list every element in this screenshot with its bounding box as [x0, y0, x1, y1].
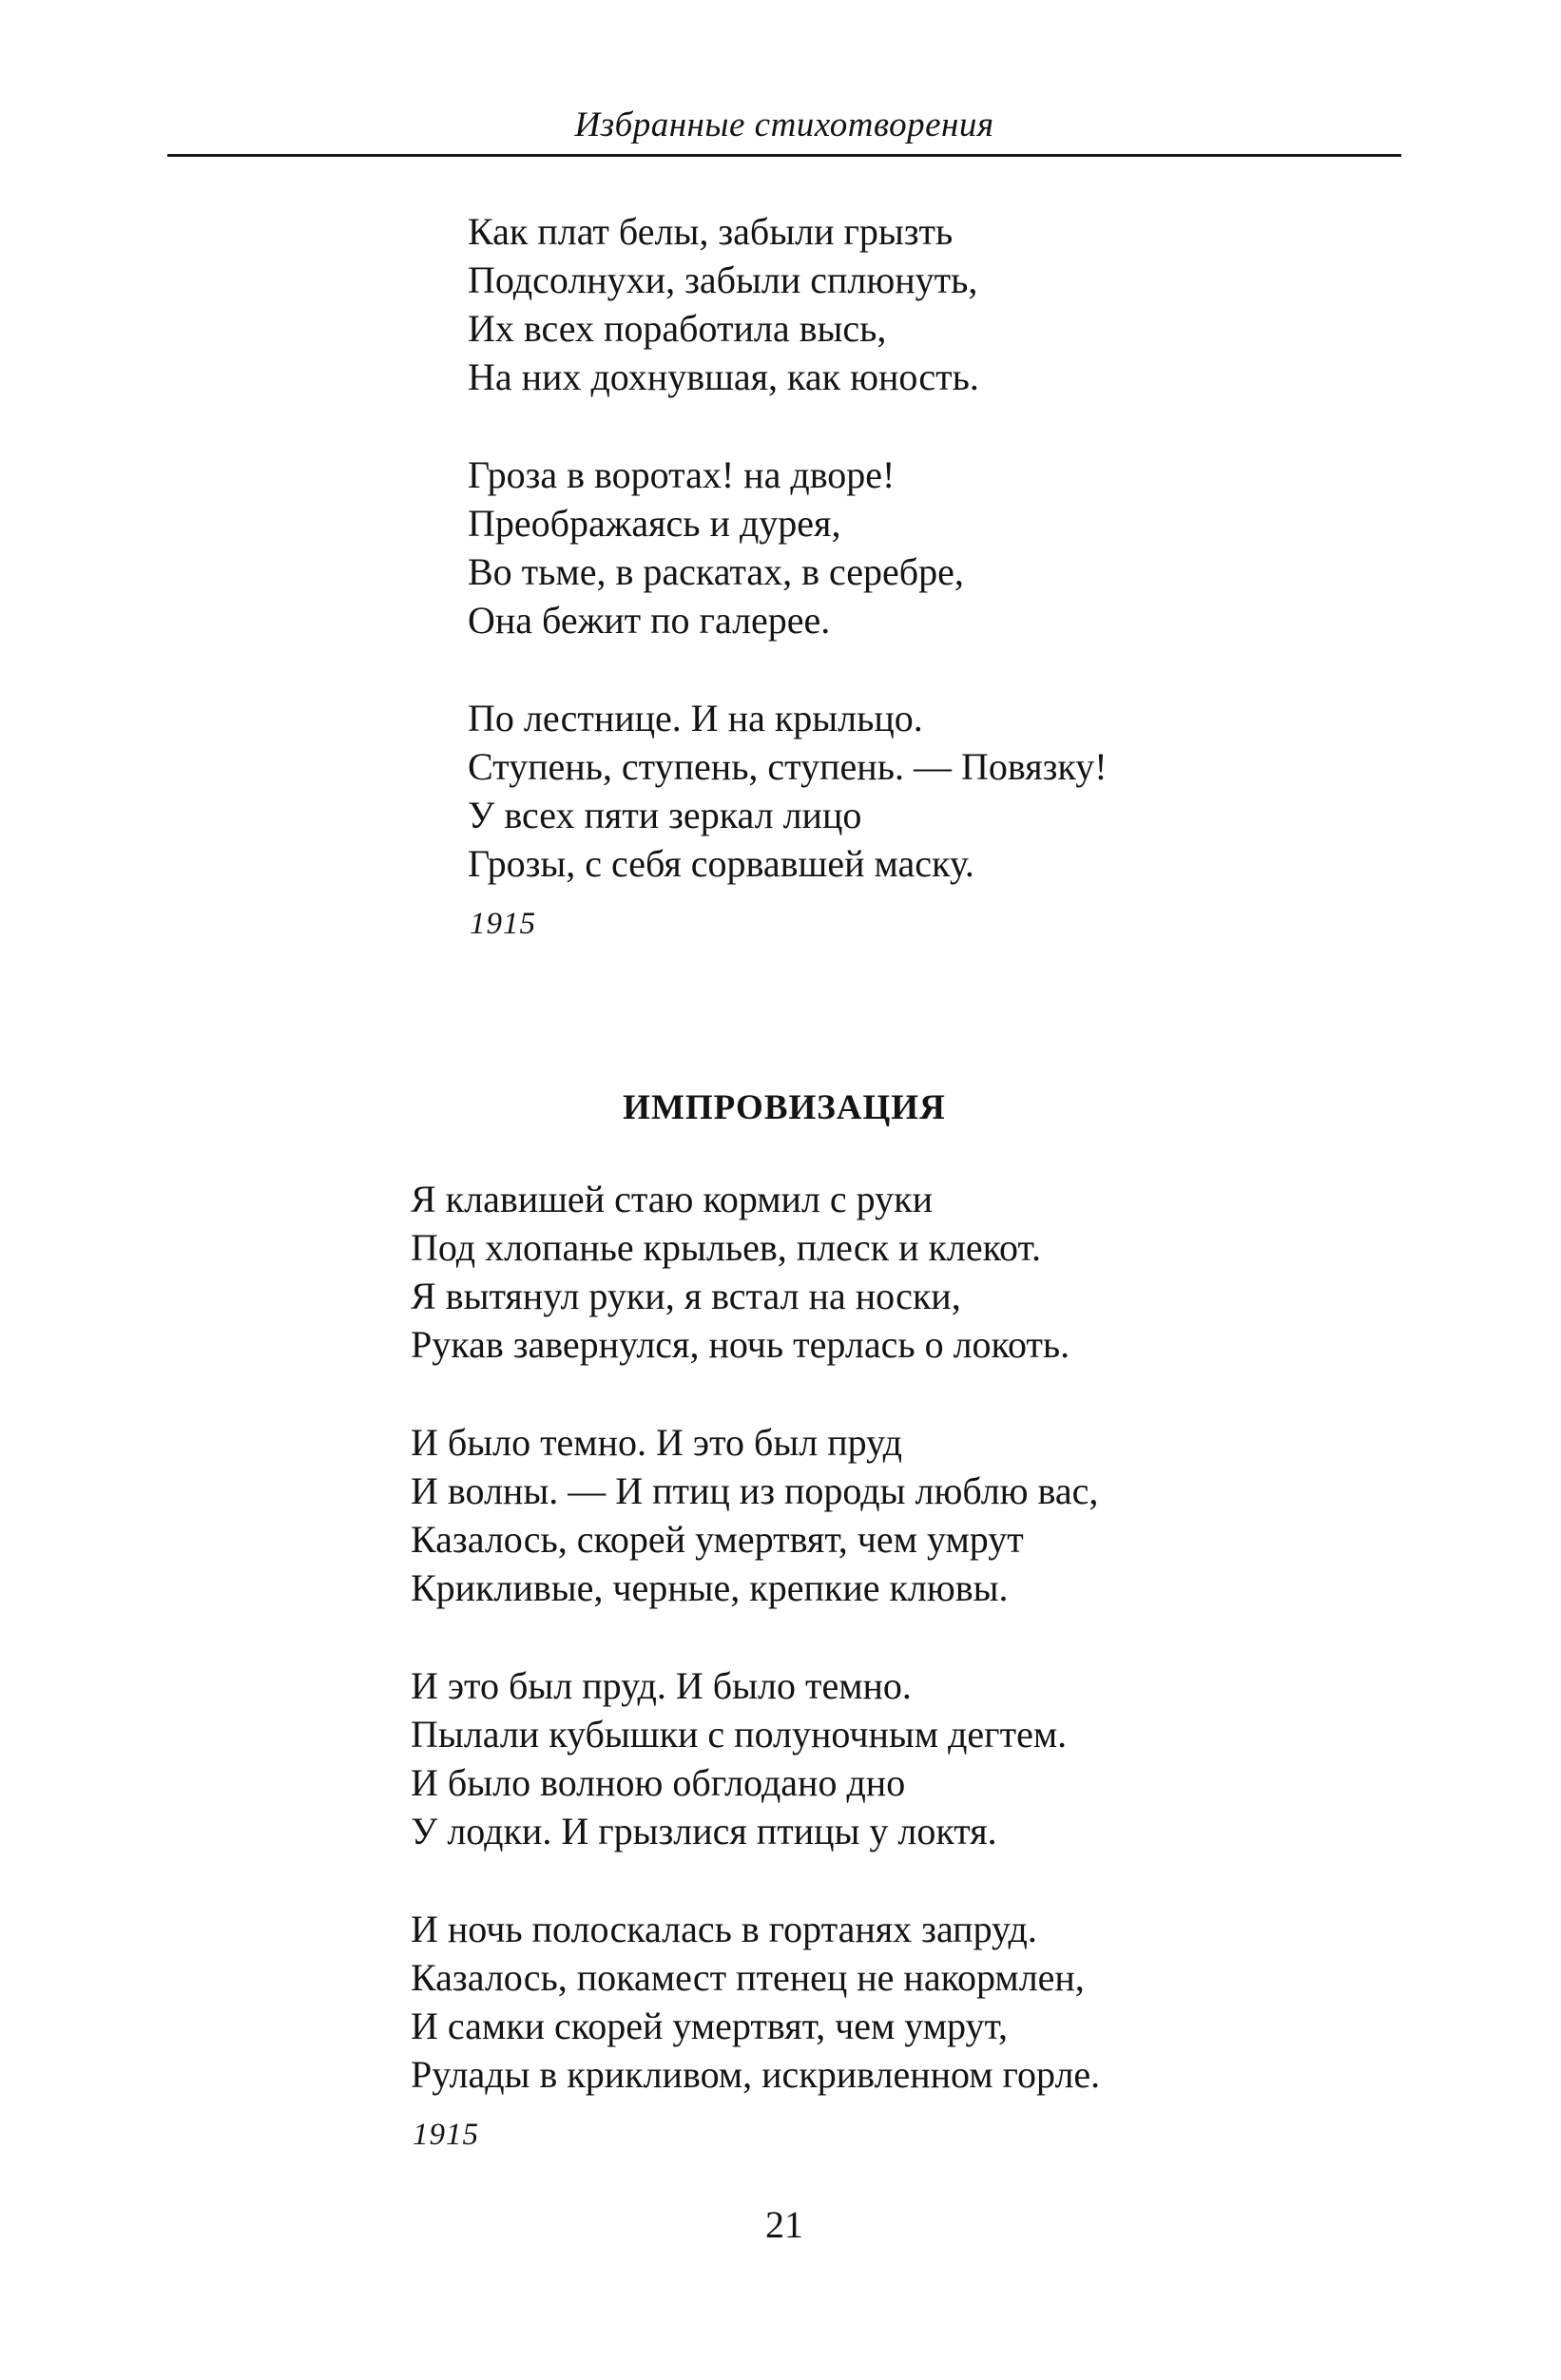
- verse-line: Подсолнухи, забыли сплюнуть,: [468, 259, 978, 301]
- stanza: [411, 1175, 1100, 1369]
- verse-line: Я клавишей стаю кормил с руки: [411, 1178, 933, 1220]
- verse-line: Казалось, скорей умертвят, чем умрут: [411, 1518, 1024, 1561]
- page-number: 21: [765, 2203, 803, 2246]
- verse-line: Гроза в воротах! на дворе!: [468, 453, 896, 496]
- verse-line: Грозы, с себя сорвавшей маску.: [468, 842, 974, 885]
- verse-line: Преображаясь и дурея,: [468, 502, 841, 545]
- poem-continued: [468, 207, 1108, 937]
- poem-year: 1915: [413, 2118, 479, 2152]
- verse-line: У всех пяти зеркал лицо: [468, 794, 862, 836]
- verse-line: Под хлопанье крыльев, плеск и клекот.: [411, 1226, 1041, 1269]
- verse-line: Я вытянул руки, я встал на носки,: [411, 1275, 961, 1317]
- poem-year: 1915: [470, 907, 536, 941]
- verse-line: Их всех поработила высь,: [468, 307, 887, 350]
- running-head: Избранные стихотворения: [574, 106, 994, 144]
- verse-line: Ступень, ступень, ступень. — Повязку!: [468, 745, 1108, 788]
- verse-line: На них дохнувшая, как юность.: [468, 355, 979, 398]
- verse-line: Она бежит по галерее.: [468, 599, 831, 642]
- stanza: [411, 1418, 1100, 1612]
- verse-line: У лодки. И грызлися птицы у локтя.: [411, 1810, 997, 1852]
- verse-line: Рукав завернулся, ночь терлась о локоть.: [411, 1323, 1070, 1366]
- verse-line: Казалось, покамест птенец не накормлен,: [411, 1956, 1085, 1999]
- verse-line: И было темно. И это был пруд: [411, 1421, 902, 1464]
- stanza: [468, 207, 1108, 401]
- verse-line: И волны. — И птиц из породы люблю вас,: [411, 1469, 1099, 1512]
- stanza: [411, 1905, 1100, 2099]
- poem-improvisation: [411, 1175, 1100, 2148]
- verse-line: И ночь полоскалась в гортанях запруд.: [411, 1908, 1037, 1950]
- verse-line: И было волною обглодано дно: [411, 1761, 906, 1804]
- poem-title: ИМПРОВИЗАЦИЯ: [623, 1088, 946, 1127]
- verse-line: И это был пруд. И было темно.: [411, 1664, 912, 1707]
- header-rule: [167, 154, 1401, 157]
- verse-line: Рулады в крикливом, искривленном горле.: [411, 2053, 1101, 2096]
- verse-line: Пылали кубышки с полуночным дегтем.: [411, 1713, 1068, 1756]
- verse-line: Как плат белы, забыли грызть: [468, 210, 954, 253]
- verse-line: И самки скорей умертвят, чем умрут,: [411, 2005, 1008, 2047]
- stanza: [468, 451, 1108, 644]
- verse-line: Крикливые, черные, крепкие клювы.: [411, 1566, 1009, 1609]
- stanza: [468, 694, 1108, 888]
- stanza: [411, 1661, 1100, 1855]
- verse-line: По лестнице. И на крыльцо.: [468, 697, 923, 739]
- verse-line: Во тьме, в раскатах, в серебре,: [468, 550, 964, 593]
